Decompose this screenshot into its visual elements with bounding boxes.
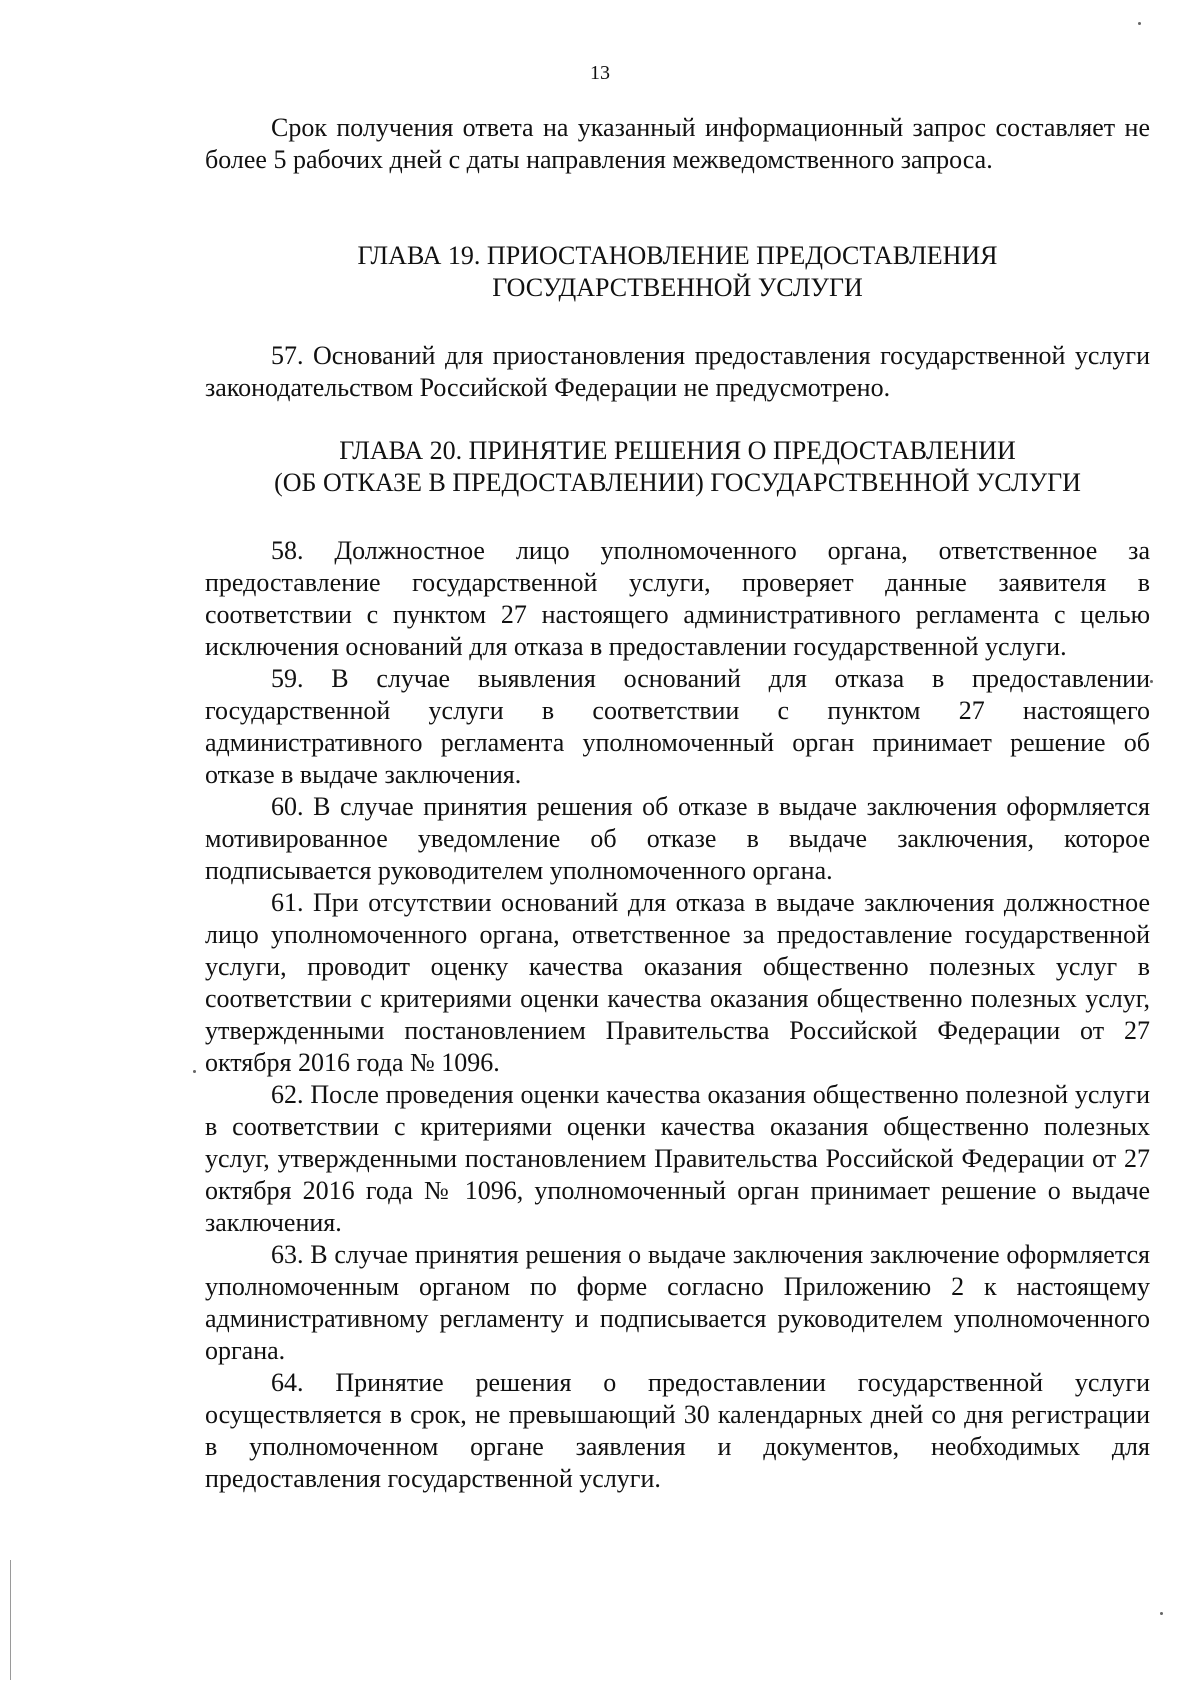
intro-paragraph: Срок получения ответа на указанный информационный запрос составляет не более 5 рабочих дней с даты направления межведомственного запроса. xyxy=(205,113,1150,174)
scan-speck xyxy=(193,1070,196,1073)
chapter-20-body xyxy=(205,535,1150,1495)
chapter-19-heading-line-1: ГЛАВА 19. ПРИОСТАНОВЛЕНИЕ ПРЕДОСТАВЛЕНИЯ xyxy=(357,241,998,270)
scan-speck xyxy=(1138,22,1141,25)
page-number: 13 xyxy=(590,62,610,84)
chapter-20-heading xyxy=(205,435,1150,499)
paragraph-58: 58. Должностное лицо уполномоченного органа, ответственное за предоставление государственной услуги, проверяет данные заявителя в соответствии с пунктом 27 настоящего административного регламента с целью исключения оснований для отказа в предоставлении государственной услуги. xyxy=(205,536,1150,661)
scan-speck xyxy=(1160,1612,1163,1615)
scan-margin-line xyxy=(10,1560,11,1680)
paragraph-57-block xyxy=(205,340,1150,404)
paragraph-64: 64. Принятие решения о предоставлении государственной услуги осуществляется в срок, не превышающий 30 календарных дней со дня регистрации в уполномоченном органе заявления и документов, необходимых для предоставления государственной услуги. xyxy=(205,1368,1150,1493)
intro-block xyxy=(205,112,1150,176)
chapter-19-heading xyxy=(205,240,1150,304)
paragraph-62: 62. После проведения оценки качества оказания общественно полезной услуги в соответствии с критериями оценки качества оказания общественно полезных услуг, утвержденными постановлением Правительства Российской Федерации от 27 октября 2016 года № 1096, уполномоченный орган принимает решение о выдаче заключения. xyxy=(205,1080,1150,1237)
chapter-19-heading-line-2: ГОСУДАРСТВЕННОЙ УСЛУГИ xyxy=(492,273,863,302)
paragraph-63: 63. В случае принятия решения о выдаче заключения заключение оформляется уполномоченным органом по форме согласно Приложению 2 к настоящему административному регламенту и подписывается руководителем уполномоченного органа. xyxy=(205,1240,1150,1365)
chapter-20-heading-line-1: ГЛАВА 20. ПРИНЯТИЕ РЕШЕНИЯ О ПРЕДОСТАВЛЕНИИ xyxy=(339,436,1016,465)
chapter-20-heading-line-2: (ОБ ОТКАЗЕ В ПРЕДОСТАВЛЕНИИ) ГОСУДАРСТВЕННОЙ УСЛУГИ xyxy=(274,468,1081,497)
paragraph-59: 59. В случае выявления оснований для отказа в предоставлении государственной услуги в соответствии с пунктом 27 настоящего административного регламента уполномоченный орган принимает решение об отказе в выдаче заключения. xyxy=(205,664,1150,789)
paragraph-60: 60. В случае принятия решения об отказе в выдаче заключения оформляется мотивированное уведомление об отказе в выдаче заключения, которое подписывается руководителем уполномоченного органа. xyxy=(205,792,1150,885)
paragraph-57: 57. Оснований для приостановления предоставления государственной услуги законодательством Российской Федерации не предусмотрено. xyxy=(205,341,1150,402)
scan-speck xyxy=(1150,680,1153,683)
paragraph-61: 61. При отсутствии оснований для отказа в выдаче заключения должностное лицо уполномоченного органа, ответственное за предоставление государственной услуги, проводит оценку качества оказания общественно полезных услуг в соответствии с критериями оценки качества оказания общественно полезных услуг, утвержденными постановлением Правительства Российской Федерации от 27 октября 2016 года № 1096. xyxy=(205,888,1150,1077)
